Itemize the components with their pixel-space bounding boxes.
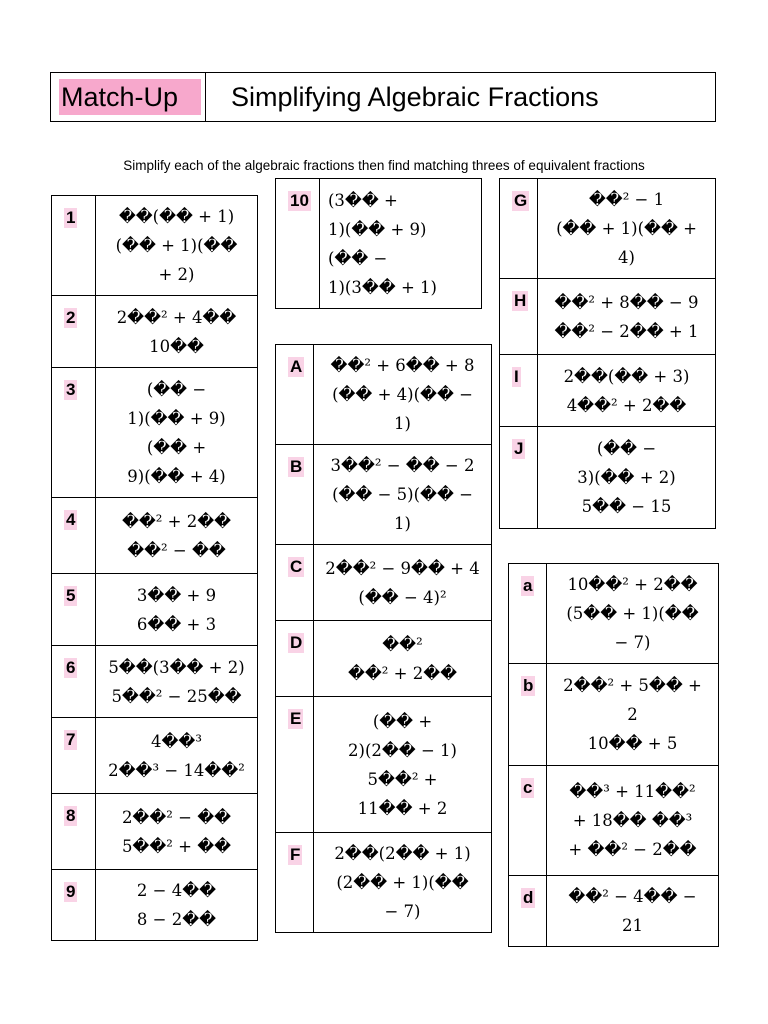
expression-line: 9)(�� + 4)	[127, 466, 226, 486]
fraction-expression	[320, 179, 482, 309]
expression-line: ��²	[382, 634, 423, 654]
fraction-expression	[314, 345, 492, 445]
fraction-card	[500, 179, 716, 279]
expression-line: 1)	[394, 414, 411, 433]
expression-line: 10�� + 5	[587, 734, 678, 753]
letters-lower-table	[508, 563, 719, 947]
expression-line: ��² + 8�� − 9	[554, 292, 699, 312]
letters-upper-af-table	[275, 344, 492, 933]
fraction-expression	[96, 646, 258, 718]
card-label: 6	[66, 658, 76, 677]
card-label: C	[290, 557, 303, 576]
card-label-cell	[52, 718, 96, 794]
expression-line: 2��(2�� + 1)	[334, 844, 471, 863]
card-label-cell	[276, 345, 314, 445]
fraction-card	[52, 718, 258, 794]
fraction-card	[500, 279, 716, 355]
card-label-cell	[276, 445, 314, 545]
expression-line: 2��³ − 14��²	[108, 760, 245, 780]
expression-line: 2��(�� + 3)	[563, 366, 690, 386]
fraction-expression	[96, 794, 258, 870]
expression-line: ��² − 1	[588, 190, 665, 209]
fraction-card	[52, 870, 258, 941]
expression-line: 5��² + ��	[121, 836, 232, 856]
expression-line: (2�� + 1)(��	[336, 873, 469, 892]
fraction-card	[276, 545, 492, 621]
expression-line: ��² + 2��	[121, 511, 232, 531]
card-label: 9	[66, 882, 76, 901]
expression-line: ��² − ��	[127, 540, 226, 560]
expression-line: (�� + 1)(�� +	[556, 219, 697, 238]
expression-line: 5��² +	[367, 769, 438, 789]
card-label-cell	[509, 564, 547, 664]
expression-line: 1)	[394, 514, 411, 533]
expression-line: 3)(�� + 2)	[577, 468, 676, 487]
fraction-expression	[314, 545, 492, 621]
card-label-cell	[500, 279, 538, 355]
expression-line: 5�� − 15	[581, 497, 672, 516]
expression-line: ��² + 2��	[347, 663, 458, 683]
fraction-card	[276, 621, 492, 697]
fraction-card	[52, 368, 258, 498]
card-label-cell	[52, 574, 96, 646]
fraction-card	[509, 766, 719, 876]
card-label: A	[290, 357, 303, 376]
expression-line: 6�� + 3	[136, 614, 217, 634]
card-label: 7	[66, 730, 76, 749]
fraction-card	[52, 196, 258, 296]
fraction-expression	[538, 427, 716, 529]
fraction-card	[500, 427, 716, 529]
expression-line: 1)(3�� + 1)	[328, 277, 437, 297]
expression-line: (�� +	[146, 437, 207, 457]
expression-line: (�� +	[372, 711, 433, 731]
fraction-expression	[96, 870, 258, 941]
fraction-card	[276, 179, 482, 309]
expression-line: (�� −	[596, 439, 657, 458]
expression-line: 10��² + 2��	[567, 575, 698, 594]
card-label: a	[523, 576, 533, 595]
title-box	[50, 72, 716, 122]
expression-line: − 7)	[614, 633, 651, 652]
expression-line: 3��² − �� − 2	[330, 456, 475, 475]
card-label: 8	[66, 806, 76, 825]
card-label: 1	[66, 208, 76, 227]
fraction-expression	[547, 664, 719, 766]
fraction-expression	[538, 179, 716, 279]
expression-line: 5��² − 25��	[111, 686, 242, 706]
fraction-expression	[547, 876, 719, 947]
expression-line: − 7)	[384, 902, 421, 921]
card-label: H	[514, 291, 527, 310]
card-label: 3	[66, 380, 76, 399]
card-label-cell	[52, 368, 96, 498]
fraction-expression	[314, 833, 492, 933]
fraction-card	[276, 833, 492, 933]
card-label: E	[290, 709, 302, 728]
card-label-cell	[52, 296, 96, 368]
expression-line: + ��² − 2��	[568, 840, 697, 859]
fraction-card	[52, 794, 258, 870]
card-label: F	[290, 845, 301, 864]
expression-line: 2	[627, 705, 638, 724]
ten-table	[275, 178, 482, 309]
instructions: Simplify each of the algebraic fractions then find matching threes of equivalent fractions	[123, 158, 645, 173]
fraction-card	[276, 697, 492, 833]
expression-line: 1)(�� + 9)	[328, 219, 427, 239]
expression-line: (�� − 4)²	[358, 587, 447, 607]
card-label: b	[523, 676, 534, 695]
expression-line: 3�� + 9	[136, 585, 217, 605]
fraction-card	[52, 498, 258, 574]
expression-line: + 18�� ��³	[572, 811, 693, 830]
fraction-card	[276, 445, 492, 545]
expression-line: (5�� + 1)(��	[566, 604, 699, 623]
fraction-expression	[538, 355, 716, 427]
fraction-card	[509, 564, 719, 664]
card-label: G	[514, 191, 528, 210]
expression-line: 10��	[149, 336, 204, 356]
fraction-expression	[538, 279, 716, 355]
fraction-expression	[96, 196, 258, 296]
title-divider	[205, 73, 206, 121]
card-label-cell	[276, 697, 314, 833]
card-label-cell	[500, 355, 538, 427]
fraction-expression	[96, 718, 258, 794]
fraction-card	[276, 345, 492, 445]
card-label-cell	[276, 179, 320, 309]
fraction-card	[52, 574, 258, 646]
match-up-badge: Match-Up	[59, 79, 201, 115]
fraction-expression	[547, 564, 719, 664]
fraction-card	[509, 664, 719, 766]
card-label: 2	[66, 308, 76, 327]
card-label-cell	[52, 646, 96, 718]
fraction-expression	[314, 697, 492, 833]
expression-line: (�� + 1)(��	[115, 236, 238, 255]
expression-line: (�� −	[146, 379, 207, 399]
page-title: Simplifying Algebraic Fractions	[231, 82, 599, 112]
expression-line: 2 − 4��	[136, 881, 217, 900]
expression-line: ��³ + 11��²	[569, 782, 696, 801]
letters-upper-gj-table	[499, 178, 716, 529]
expression-line: (�� − 5)(�� −	[332, 485, 473, 504]
expression-line: 2��² − 9�� + 4	[325, 558, 480, 578]
card-label-cell	[52, 196, 96, 296]
card-label-cell	[276, 833, 314, 933]
fraction-expression	[547, 766, 719, 876]
card-label-cell	[500, 179, 538, 279]
card-label: D	[290, 633, 303, 652]
card-label-cell	[509, 664, 547, 766]
fraction-card	[52, 296, 258, 368]
fraction-expression	[96, 368, 258, 498]
card-label: 4	[66, 510, 76, 529]
expression-line: 2��² − ��	[121, 807, 232, 827]
card-label-cell	[276, 545, 314, 621]
expression-line: + 2)	[158, 265, 195, 284]
card-label-cell	[276, 621, 314, 697]
expression-line: 2��² + 5�� +	[563, 676, 702, 695]
card-label: J	[514, 439, 524, 458]
card-label-cell	[500, 427, 538, 529]
card-label: 10	[290, 191, 309, 210]
fraction-card	[500, 355, 716, 427]
fraction-expression	[96, 574, 258, 646]
expression-line: 1)(�� + 9)	[127, 408, 226, 428]
expression-line: ��(�� + 1)	[118, 207, 235, 226]
expression-line: 5��(3�� + 2)	[108, 657, 245, 677]
expression-line: 4)	[618, 248, 635, 267]
card-label: B	[290, 457, 303, 476]
card-label-cell	[52, 498, 96, 574]
fraction-expression	[96, 296, 258, 368]
card-label: 5	[66, 586, 76, 605]
expression-line: 4��³	[151, 731, 202, 751]
expression-line: 2)(2�� − 1)	[348, 740, 457, 760]
card-label-cell	[52, 794, 96, 870]
numbers-table	[51, 195, 258, 941]
expression-line: 11�� + 2	[357, 798, 448, 818]
card-label: d	[523, 888, 534, 907]
expression-line: ��² − 2�� + 1	[554, 321, 699, 341]
expression-line: (3�� +	[328, 190, 398, 210]
expression-line: 2��² + 4��	[116, 307, 237, 327]
fraction-expression	[314, 621, 492, 697]
card-label: c	[523, 778, 533, 797]
card-label-cell	[52, 870, 96, 941]
expression-line: 4��² + 2��	[566, 395, 687, 415]
expression-line: 8 − 2��	[136, 910, 217, 929]
fraction-card	[52, 646, 258, 718]
card-label-cell	[509, 766, 547, 876]
fraction-expression	[314, 445, 492, 545]
fraction-expression	[96, 498, 258, 574]
expression-line: (�� + 4)(�� −	[332, 385, 473, 404]
expression-line: 21	[622, 916, 643, 935]
expression-line: ��² − 4�� −	[568, 887, 697, 906]
card-label-cell	[509, 876, 547, 947]
expression-line: ��² + 6�� + 8	[330, 356, 475, 375]
card-label: I	[514, 367, 519, 386]
expression-line: (�� −	[328, 248, 388, 268]
fraction-card	[509, 876, 719, 947]
